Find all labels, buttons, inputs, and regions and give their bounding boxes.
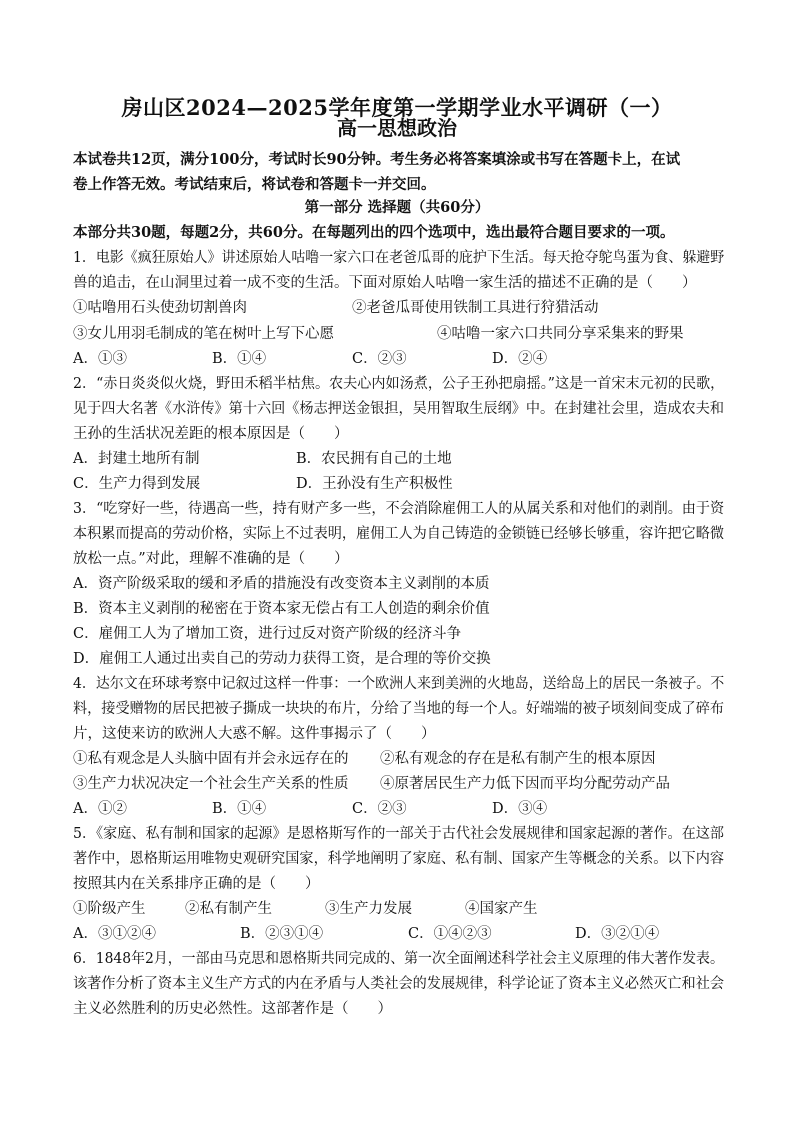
q5-choice-b: B．②③①④	[240, 926, 324, 942]
question-5-stem: 5．《家庭、私有制和国家的起源》是恩格斯写作的一部关于古代社会发展规律和国家起源的著作。在这部	[73, 826, 724, 842]
q5-choice-a: A．③①②④	[73, 926, 156, 942]
q4-choice-c: C．②③	[352, 801, 407, 817]
q4-choice-b: B．①④	[212, 801, 267, 817]
q3-choice-b: B．资本主义剥削的秘密在于资本家无偿占有工人创造的剩余价值	[73, 601, 490, 617]
q2-choice-b: B．农民拥有自己的土地	[296, 451, 452, 467]
q2-choice-a: A．封建土地所有制	[73, 451, 200, 467]
question-1-stem: 兽的追击，在山洞里过着一成不变的生活。下面对原始人咕噜一家生活的描述不正确的是（ ）	[73, 275, 697, 291]
question-4-stem: 片，这使来访的欧洲人大惑不解。这件事揭示了（ ）	[73, 726, 436, 742]
question-3-stem: 放松一点。”对此，理解不准确的是（ ）	[73, 551, 349, 567]
q3-choice-a: A．资产阶级采取的缓和矛盾的措施没有改变资本主义剥削的本质	[73, 576, 490, 592]
question-1-stem: 1．电影《疯狂原始人》讲述原始人咕噜一家六口在老爸瓜哥的庇护下生活。每天抢夺鸵鸟蛋为食、躲避野	[73, 250, 725, 266]
q5-item-3: ③生产力发展	[325, 901, 412, 917]
instruction-line: 卷上作答无效。考试结束后，将试卷和答题卡一并交回。	[73, 176, 436, 193]
q3-choice-d: D．雇佣工人通过出卖自己的劳动力获得工资，是合理的等价交换	[73, 651, 491, 667]
q1-choice-b: B．①④	[212, 351, 267, 367]
question-3-stem: 本积累而提高的劳动价格，实际上不过表明，雇佣工人为自己铸造的金锁链已经够长够重，容许把它略微	[73, 526, 724, 542]
q1-item-3: ③女儿用羽毛制成的笔在树叶上写下心愿	[73, 326, 334, 342]
q2-choice-d: D．王孙没有生产积极性	[296, 476, 453, 492]
q1-choice-d: D．②④	[492, 351, 548, 367]
q4-choice-a: A．①②	[73, 801, 127, 817]
q5-item-1: ①阶级产生	[73, 901, 146, 917]
question-5-stem: 著作中，恩格斯运用唯物史观研究国家，科学地阐明了家庭、私有制、国家产生等概念的关系。以下内容	[73, 851, 724, 867]
question-3-stem: 3．“吃穿好一些，待遇高一些，持有财产多一些，不会消除雇佣工人的从属关系和对他们的剥削。由于资	[73, 501, 725, 517]
q4-item-3: ③生产力状况决定一个社会生产关系的性质	[73, 776, 349, 792]
question-4-stem: 4．达尔文在环球考察中记叙过这样一件事：一个欧洲人来到美洲的火地岛，送给岛上的居民一条被子。不	[73, 676, 725, 692]
question-6-stem: 主义必然胜利的历史必然性。这部著作是（ ）	[73, 1001, 392, 1017]
q1-choice-c: C．②③	[352, 351, 407, 367]
q5-item-4: ④国家产生	[465, 901, 538, 917]
q1-choice-a: A．①③	[73, 351, 127, 367]
q4-item-2: ②私有观念的存在是私有制产生的根本原因	[380, 751, 656, 767]
q4-item-4: ④原著居民生产力低下因而平均分配劳动产品	[380, 776, 670, 792]
question-6-stem: 6．1848年2月，一部由马克思和恩格斯共同完成的、第一次全面阐述科学社会主义原理的伟大著作发表。	[73, 951, 724, 967]
question-2-stem: 见于四大名著《水浒传》第十六回《杨志押送金银担，吴用智取生辰纲》中。在封建社会里，造成农夫和	[73, 401, 724, 417]
question-4-stem: 料，接受赠物的居民把被子撕成一块块的布片，分给了当地的每一个人。好端端的被子顷刻间变成了碎布	[73, 701, 724, 717]
q1-item-1: ①咕噜用石头使劲切割兽肉	[73, 300, 247, 316]
q4-choice-d: D．③④	[492, 801, 548, 817]
q1-item-4: ④咕噜一家六口共同分享采集来的野果	[437, 326, 684, 342]
q3-choice-c: C．雇佣工人为了增加工资，进行过反对资产阶级的经济斗争	[73, 626, 462, 642]
q1-item-2: ②老爸瓜哥使用铁制工具进行狩猎活动	[352, 300, 599, 316]
q5-choice-c: C．①④②③	[408, 926, 492, 942]
instruction-line: 本试卷共12页，满分100分，考试时长90分钟。考生务必将答案填涂或书写在答题卡上，在试	[73, 151, 681, 168]
section-title: 第一部分 选择题（共60分）	[304, 199, 490, 216]
question-2-stem: 王孙的生活状况差距的根本原因是（ ）	[73, 426, 349, 442]
question-6-stem: 该著作分析了资本主义生产方式的内在矛盾与人类社会的发展规律，科学论证了资本主义必然灭亡和社会	[73, 976, 724, 992]
exam-title: 房山区2024—2025学年度第一学期学业水平调研（一）	[121, 95, 673, 120]
exam-subject: 高一思想政治	[337, 116, 457, 140]
section-note: 本部分共30题，每题2分，共60分。在每题列出的四个选项中，选出最符合题目要求的一项。	[73, 224, 675, 241]
q2-choice-c: C．生产力得到发展	[73, 476, 201, 492]
q4-item-1: ①私有观念是人头脑中固有并会永远存在的	[73, 751, 349, 767]
q5-choice-d: D．③②①④	[575, 926, 660, 942]
question-2-stem: 2．“赤日炎炎似火烧，野田禾稻半枯焦。农夫心内如汤煮，公子王孙把扇摇。”这是一首宋末元初的民歌，	[73, 376, 725, 392]
question-5-stem: 按照其内在关系排序正确的是（ ）	[73, 876, 320, 892]
q5-item-2: ②私有制产生	[185, 901, 272, 917]
